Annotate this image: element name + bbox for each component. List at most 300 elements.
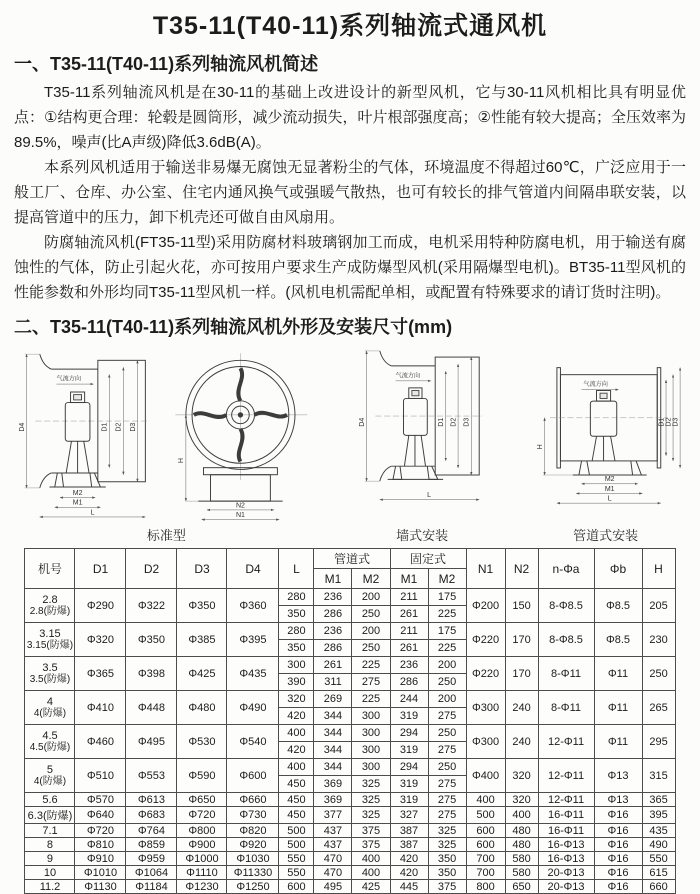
cell-fixed-m2: 250 xyxy=(428,759,466,776)
cell-fixed-m1: 319 xyxy=(390,708,428,725)
cell-h: 550 xyxy=(642,852,675,866)
dim-label-l: L xyxy=(427,492,432,499)
cell-fixed-m1: 319 xyxy=(390,793,428,807)
cell-duct-m2: 400 xyxy=(352,866,390,880)
drawing-standard-front xyxy=(163,348,317,524)
cell-h: 490 xyxy=(642,838,675,852)
cell-h: 395 xyxy=(642,807,675,824)
cell-d2: Φ350 xyxy=(126,623,177,657)
cell-fixed-m1: 211 xyxy=(390,589,428,606)
intro-paragraph-1: T35-11系列轴流风机是在30-11的基础上改进设计的新型风机，它与30-11风机相比具有明显优点：①结构更合理：轮毂是圆筒形，减少流动损失，叶片根部强度高；②性能有较大提高；全压效率为89.5%，噪声(比A声级)降低3.6dB(A)。 xyxy=(14,84,686,151)
cell-d4: Φ1250 xyxy=(227,880,279,894)
cell-fixed-m1: 387 xyxy=(390,824,428,838)
cell-duct-m2: 300 xyxy=(352,742,390,759)
caption-duct-install: 管道式安装 xyxy=(573,528,639,543)
cell-fixed-m1: 420 xyxy=(390,866,428,880)
dim-label-m2: M2 xyxy=(72,489,83,497)
cell-n1: Φ200 xyxy=(466,589,505,623)
table-row xyxy=(25,852,675,866)
cell-h: 250 xyxy=(642,657,675,691)
dim-label-n1: N1 xyxy=(235,511,245,519)
cell-model: 8 xyxy=(25,838,75,852)
cell-d3: Φ385 xyxy=(177,623,227,657)
cell-d2: Φ322 xyxy=(126,589,177,623)
dim-label-l: L xyxy=(90,509,95,517)
cell-duct-m1: 286 xyxy=(314,606,352,623)
cell-l: 450 xyxy=(279,793,314,807)
cell-duct-m1: 470 xyxy=(314,866,352,880)
dim-label-d2: D2 xyxy=(450,417,458,427)
cell-h: 660 xyxy=(642,880,675,894)
cell-fixed-m1: 261 xyxy=(390,640,428,657)
cell-d2: Φ1184 xyxy=(126,880,177,894)
cell-d3: Φ650 xyxy=(177,793,227,807)
cell-duct-m1: 369 xyxy=(314,776,352,793)
table-row xyxy=(25,824,675,838)
cell-d2: Φ764 xyxy=(126,824,177,838)
cell-n1: Φ300 xyxy=(466,691,505,725)
dim-label-d1: D1 xyxy=(101,422,109,432)
cell-model: 3.5 3.5(防爆) xyxy=(25,657,75,691)
cell-d1: Φ810 xyxy=(75,838,126,852)
dim-label-h: H xyxy=(178,458,186,464)
dim-label-n2: N2 xyxy=(235,502,245,510)
dim-label-d3: D3 xyxy=(672,417,680,427)
cell-n-phi-a: 12-Φ11 xyxy=(538,793,594,807)
cell-h: 315 xyxy=(642,759,675,793)
figure-standard-pair xyxy=(16,348,317,524)
cell-d3: Φ480 xyxy=(177,691,227,725)
cell-phi-b: Φ11 xyxy=(594,725,642,759)
cell-fixed-m1: 286 xyxy=(390,674,428,691)
cell-n2: 320 xyxy=(505,793,538,807)
cell-n-phi-a: 8-Φ8.5 xyxy=(538,623,594,657)
cell-n-phi-a: 12-Φ11 xyxy=(538,759,594,793)
cell-d1: Φ290 xyxy=(75,589,126,623)
cell-duct-m2: 325 xyxy=(352,793,390,807)
cell-phi-b: Φ13 xyxy=(594,759,642,793)
cell-l: 500 xyxy=(279,824,314,838)
cell-n1: 700 xyxy=(466,866,505,880)
cell-d1: Φ570 xyxy=(75,793,126,807)
cell-duct-m1: 344 xyxy=(314,725,352,742)
cell-n1: Φ220 xyxy=(466,623,505,657)
cell-h: 230 xyxy=(642,623,675,657)
col-header-n-phi-a: n-Φa xyxy=(538,549,594,589)
cell-n-phi-a: 16-Φ11 xyxy=(538,824,594,838)
cell-fixed-m2: 200 xyxy=(428,657,466,674)
airflow-label: 气流方向 xyxy=(583,381,609,389)
cell-l: 320 xyxy=(279,691,314,708)
cell-duct-m2: 400 xyxy=(352,852,390,866)
cell-d3: Φ720 xyxy=(177,807,227,824)
cell-d3: Φ590 xyxy=(177,759,227,793)
cell-phi-b: Φ11 xyxy=(594,691,642,725)
cell-phi-b: Φ16 xyxy=(594,880,642,894)
cell-d1: Φ460 xyxy=(75,725,126,759)
cell-fixed-m2: 275 xyxy=(428,807,466,824)
cell-d3: Φ530 xyxy=(177,725,227,759)
cell-n2: 400 xyxy=(505,807,538,824)
cell-n1: Φ220 xyxy=(466,657,505,691)
cell-d3: Φ1110 xyxy=(177,866,227,880)
cell-l: 450 xyxy=(279,776,314,793)
cell-duct-m1: 344 xyxy=(314,708,352,725)
cell-model: 7.1 xyxy=(25,824,75,838)
cell-fixed-m2: 250 xyxy=(428,725,466,742)
cell-duct-m2: 325 xyxy=(352,807,390,824)
cell-l: 400 xyxy=(279,725,314,742)
page-title: T35-11(T40-11)系列轴流式通风机 xyxy=(152,12,548,40)
cell-n1: Φ400 xyxy=(466,759,505,793)
cell-n2: 580 xyxy=(505,852,538,866)
cell-duct-m1: 344 xyxy=(314,742,352,759)
cell-d4: Φ820 xyxy=(227,824,279,838)
spec-table-body xyxy=(25,589,675,894)
cell-fixed-m2: 175 xyxy=(428,623,466,640)
cell-l: 300 xyxy=(279,657,314,674)
cell-fixed-m2: 275 xyxy=(428,776,466,793)
dim-label-d2: D2 xyxy=(115,422,123,432)
col-header-duct-m2: M2 xyxy=(352,569,390,589)
cell-phi-b: Φ8.5 xyxy=(594,623,642,657)
cell-n-phi-a: 20-Φ13 xyxy=(538,880,594,894)
cell-l: 450 xyxy=(279,807,314,824)
cell-duct-m2: 375 xyxy=(352,824,390,838)
cell-d4: Φ11330 xyxy=(227,866,279,880)
cell-d2: Φ495 xyxy=(126,725,177,759)
col-header-duct-m1: M1 xyxy=(314,569,352,589)
cell-duct-m2: 300 xyxy=(352,708,390,725)
cell-l: 280 xyxy=(279,589,314,606)
caption-standard: 标准型 xyxy=(146,528,186,543)
cell-n1: 600 xyxy=(466,838,505,852)
cell-model: 2.8 2.8(防爆) xyxy=(25,589,75,623)
cell-d2: Φ448 xyxy=(126,691,177,725)
cell-n2: 150 xyxy=(505,589,538,623)
cell-duct-m1: 377 xyxy=(314,807,352,824)
cell-fixed-m2: 200 xyxy=(428,691,466,708)
col-header-d4: D4 xyxy=(227,549,279,589)
cell-model: 3.15 3.15(防爆) xyxy=(25,623,75,657)
col-header-l: L xyxy=(279,549,314,589)
support-feet xyxy=(49,473,105,487)
support-feet xyxy=(573,461,647,475)
cell-duct-m1: 437 xyxy=(314,838,352,852)
cell-n1: 400 xyxy=(466,793,505,807)
cell-l: 600 xyxy=(279,880,314,894)
cell-duct-m1: 470 xyxy=(314,852,352,866)
motor-assembly xyxy=(591,391,617,461)
impeller-front-view xyxy=(186,360,295,469)
cell-fixed-m1: 327 xyxy=(390,807,428,824)
cell-l: 550 xyxy=(279,866,314,880)
cell-l: 420 xyxy=(279,708,314,725)
cell-n-phi-a: 8-Φ11 xyxy=(538,657,594,691)
col-header-fixed-m1: M1 xyxy=(390,569,428,589)
drawing-duct-side xyxy=(527,343,684,519)
cell-phi-b: Φ8.5 xyxy=(594,589,642,623)
cell-n-phi-a: 16-Φ13 xyxy=(538,852,594,866)
cell-fixed-m1: 387 xyxy=(390,838,428,852)
cell-l: 350 xyxy=(279,640,314,657)
cell-phi-b: Φ16 xyxy=(594,807,642,824)
cell-d3: Φ800 xyxy=(177,824,227,838)
col-header-d2: D2 xyxy=(126,549,177,589)
cell-h: 435 xyxy=(642,824,675,838)
cell-model: 9 xyxy=(25,852,75,866)
cell-l: 400 xyxy=(279,759,314,776)
cell-n1: 600 xyxy=(466,824,505,838)
cell-model: 6.3(防爆) xyxy=(25,807,75,824)
cell-duct-m2: 425 xyxy=(352,880,390,894)
cell-d2: Φ859 xyxy=(126,838,177,852)
cell-h: 615 xyxy=(642,866,675,880)
dim-label-d4: D4 xyxy=(18,422,26,432)
cell-n2: 240 xyxy=(505,691,538,725)
cell-model: 4.5 4.5(防爆) xyxy=(25,725,75,759)
dimension-lines xyxy=(537,368,680,504)
motor-assembly xyxy=(404,388,428,466)
drawing-wall-side xyxy=(356,343,488,519)
cell-duct-m2: 325 xyxy=(352,776,390,793)
cell-fixed-m2: 325 xyxy=(428,838,466,852)
intro-paragraph-3: 防腐轴流风机(FT35-11型)采用防腐材料玻璃钢加工而成，电机采用特种防腐电机，用于输送有腐蚀性的气体，防止引起火花，亦可按用户要求生产成防爆型风机(采用隔爆型电机)。BT35-11型风机的性能参数和外形均同T35-11型风机一样。(风机电机需配单相，或配置有特殊要求的请订货时注明)。 xyxy=(14,234,686,301)
dim-label-m1: M1 xyxy=(605,485,615,493)
cell-duct-m1: 286 xyxy=(314,640,352,657)
cell-d4: Φ660 xyxy=(227,793,279,807)
cell-phi-b: Φ16 xyxy=(594,852,642,866)
installation-drawings xyxy=(16,343,684,544)
col-header-d3: D3 xyxy=(177,549,227,589)
intro-paragraph-2: 本系列风机适用于输送非易爆无腐蚀无显著粉尘的气体，环境温度不得超过60℃，广泛应用于一般工厂、仓库、办公室、住宅内通风换气或强暖气散热，也可有较长的排气管道内间隔串联安装，以提高管道中的压力，卸下机壳还可做自由风扇用。 xyxy=(14,159,686,226)
cell-d3: Φ900 xyxy=(177,838,227,852)
cell-fixed-m2: 350 xyxy=(428,866,466,880)
dim-label-l: L xyxy=(608,495,613,503)
cell-duct-m2: 300 xyxy=(352,725,390,742)
cell-d4: Φ920 xyxy=(227,838,279,852)
cell-d3: Φ350 xyxy=(177,589,227,623)
cell-l: 420 xyxy=(279,742,314,759)
cell-fixed-m2: 375 xyxy=(428,880,466,894)
dim-label-m1: M1 xyxy=(72,499,83,507)
cell-d4: Φ1030 xyxy=(227,852,279,866)
cell-n-phi-a: 8-Φ8.5 xyxy=(538,589,594,623)
cell-n2: 320 xyxy=(505,759,538,793)
cell-l: 500 xyxy=(279,838,314,852)
cell-n-phi-a: 8-Φ11 xyxy=(538,691,594,725)
cell-d1: Φ910 xyxy=(75,852,126,866)
dim-label-h: H xyxy=(537,444,545,450)
cell-fixed-m2: 225 xyxy=(428,606,466,623)
cell-fixed-m1: 294 xyxy=(390,725,428,742)
cell-d1: Φ320 xyxy=(75,623,126,657)
table-row xyxy=(25,759,675,776)
section1-heading: 一、T35-11(T40-11)系列轴流风机简述 xyxy=(14,54,319,74)
cell-d4: Φ395 xyxy=(227,623,279,657)
drawing-standard-side xyxy=(16,348,157,524)
cell-d4: Φ540 xyxy=(227,725,279,759)
cell-fixed-m2: 250 xyxy=(428,674,466,691)
cell-model: 4 4(防爆) xyxy=(25,691,75,725)
cell-d1: Φ720 xyxy=(75,824,126,838)
cell-h: 205 xyxy=(642,589,675,623)
table-row xyxy=(25,623,675,640)
cell-n1: 700 xyxy=(466,852,505,866)
cell-d2: Φ1064 xyxy=(126,866,177,880)
col-header-d1: D1 xyxy=(75,549,126,589)
table-row xyxy=(25,793,675,807)
cell-fixed-m1: 319 xyxy=(390,742,428,759)
cell-duct-m2: 225 xyxy=(352,657,390,674)
motor-assembly xyxy=(65,392,90,473)
cell-duct-m2: 250 xyxy=(352,640,390,657)
cell-duct-m2: 375 xyxy=(352,838,390,852)
cell-d1: Φ510 xyxy=(75,759,126,793)
col-header-n1: N1 xyxy=(466,549,505,589)
cell-duct-m1: 261 xyxy=(314,657,352,674)
cell-duct-m1: 437 xyxy=(314,824,352,838)
cell-n2: 480 xyxy=(505,838,538,852)
cell-duct-m1: 236 xyxy=(314,623,352,640)
cell-duct-m2: 300 xyxy=(352,759,390,776)
cell-model: 5 4(防爆) xyxy=(25,759,75,793)
table-row xyxy=(25,725,675,742)
cell-fixed-m2: 275 xyxy=(428,793,466,807)
dim-label-m2: M2 xyxy=(605,476,615,484)
cell-d3: Φ425 xyxy=(177,657,227,691)
table-row xyxy=(25,838,675,852)
cell-n-phi-a: 16-Φ11 xyxy=(538,807,594,824)
cell-d2: Φ553 xyxy=(126,759,177,793)
cell-d2: Φ683 xyxy=(126,807,177,824)
cell-fixed-m2: 275 xyxy=(428,742,466,759)
cell-duct-m2: 275 xyxy=(352,674,390,691)
cell-d4: Φ730 xyxy=(227,807,279,824)
dim-label-d1: D1 xyxy=(438,417,446,427)
col-header-n2: N2 xyxy=(505,549,538,589)
table-row xyxy=(25,880,675,894)
table-row xyxy=(25,691,675,708)
figure-standard xyxy=(16,348,317,544)
table-row xyxy=(25,866,675,880)
col-header-fixed: 固定式 xyxy=(390,549,466,569)
spec-table-head xyxy=(25,549,675,589)
cell-d3: Φ1230 xyxy=(177,880,227,894)
cell-n1: 500 xyxy=(466,807,505,824)
cell-d4: Φ360 xyxy=(227,589,279,623)
cell-d1: Φ365 xyxy=(75,657,126,691)
cell-n2: 650 xyxy=(505,880,538,894)
cell-d1: Φ1130 xyxy=(75,880,126,894)
cell-duct-m2: 200 xyxy=(352,589,390,606)
cell-h: 295 xyxy=(642,725,675,759)
cell-duct-m1: 495 xyxy=(314,880,352,894)
cell-model: 11.2 xyxy=(25,880,75,894)
col-header-phi-b: Φb xyxy=(594,549,642,589)
cell-d4: Φ600 xyxy=(227,759,279,793)
cell-d3: Φ1000 xyxy=(177,852,227,866)
cell-n2: 240 xyxy=(505,725,538,759)
col-header-h: H xyxy=(642,549,675,589)
cell-n1: Φ300 xyxy=(466,725,505,759)
cell-d4: Φ490 xyxy=(227,691,279,725)
cell-duct-m2: 225 xyxy=(352,691,390,708)
col-header-fixed-m2: M2 xyxy=(428,569,466,589)
cell-fixed-m1: 445 xyxy=(390,880,428,894)
cell-duct-m1: 269 xyxy=(314,691,352,708)
cell-l: 280 xyxy=(279,623,314,640)
cell-duct-m2: 250 xyxy=(352,606,390,623)
cell-n-phi-a: 20-Φ13 xyxy=(538,866,594,880)
dimension-lines xyxy=(19,354,145,517)
cell-fixed-m2: 350 xyxy=(428,852,466,866)
section2-heading: 二、T35-11(T40-11)系列轴流风机外形及安装尺寸(mm) xyxy=(14,317,453,337)
cell-fixed-m1: 261 xyxy=(390,606,428,623)
cell-l: 390 xyxy=(279,674,314,691)
figure-wall-install xyxy=(356,343,488,544)
airflow-label: 气流方向 xyxy=(395,372,421,380)
cell-duct-m1: 369 xyxy=(314,793,352,807)
cell-fixed-m1: 319 xyxy=(390,776,428,793)
cell-phi-b: Φ16 xyxy=(594,824,642,838)
cell-n-phi-a: 12-Φ11 xyxy=(538,725,594,759)
table-row xyxy=(25,589,675,606)
cell-d4: Φ435 xyxy=(227,657,279,691)
cell-d1: Φ640 xyxy=(75,807,126,824)
spec-table xyxy=(24,548,675,894)
cell-phi-b: Φ13 xyxy=(594,793,642,807)
cell-d1: Φ410 xyxy=(75,691,126,725)
table-header-row xyxy=(25,549,675,569)
cell-h: 365 xyxy=(642,793,675,807)
cell-l: 550 xyxy=(279,852,314,866)
col-header-duct: 管道式 xyxy=(314,549,390,569)
cell-phi-b: Φ16 xyxy=(594,838,642,852)
cell-fixed-m2: 225 xyxy=(428,640,466,657)
cell-duct-m2: 200 xyxy=(352,623,390,640)
table-row xyxy=(25,807,675,824)
cell-duct-m1: 236 xyxy=(314,589,352,606)
dim-label-d3: D3 xyxy=(463,417,471,427)
cell-d2: Φ398 xyxy=(126,657,177,691)
cell-n2: 170 xyxy=(505,623,538,657)
cell-n2: 170 xyxy=(505,657,538,691)
figure-duct-install xyxy=(527,343,684,544)
cell-model: 5.6 xyxy=(25,793,75,807)
caption-wall-install: 墙式安装 xyxy=(396,528,449,543)
cell-phi-b: Φ16 xyxy=(594,866,642,880)
cell-fixed-m1: 420 xyxy=(390,852,428,866)
cell-n2: 480 xyxy=(505,824,538,838)
cell-l: 350 xyxy=(279,606,314,623)
table-row xyxy=(25,657,675,674)
cell-fixed-m2: 325 xyxy=(428,824,466,838)
cell-d2: Φ613 xyxy=(126,793,177,807)
cell-duct-m1: 344 xyxy=(314,759,352,776)
dim-label-d1: D1 xyxy=(658,417,666,427)
cell-n1: 800 xyxy=(466,880,505,894)
col-header-model: 机号 xyxy=(25,549,75,589)
cell-n2: 580 xyxy=(505,866,538,880)
cell-phi-b: Φ11 xyxy=(594,657,642,691)
airflow-label: 气流方向 xyxy=(56,375,82,383)
dim-label-d2: D2 xyxy=(665,417,673,427)
cell-fixed-m1: 211 xyxy=(390,623,428,640)
cell-h: 265 xyxy=(642,691,675,725)
cell-d1: Φ1010 xyxy=(75,866,126,880)
cell-d2: Φ959 xyxy=(126,852,177,866)
